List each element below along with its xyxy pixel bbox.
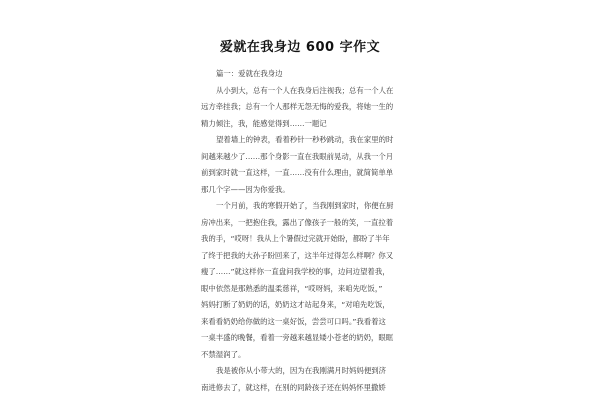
text-line: 精力倾注，我，能感觉得到……一题记 — [201, 118, 327, 128]
text-line: 望着墙上的钟表，看着秒针一秒秒跳动，我在家里的时 — [216, 135, 394, 144]
text-line: 瘦了……”就这样你一直盘问我学校的事，边问边望着我， — [201, 267, 390, 276]
text-line: 一桌丰盛的晚餐，看着一旁越来越显矮小苍老的奶奶，眼眶 — [201, 333, 394, 342]
text-line: 来看看奶奶给你做的这一桌好饭，尝尝可口吗。”我看着这 — [201, 316, 386, 326]
text-line: 我的手，“哎呀！我从上个暑假过完就开始盼，都盼了半年 — [201, 234, 390, 243]
text-line: 从小到大，总有一个人在我身后注视我；总有一个人在 — [216, 85, 394, 95]
document-body — [201, 66, 397, 396]
document-title: 爱就在我身边 600 字作文 — [219, 40, 381, 55]
text-line: 远方牵挂我；总有一个人那样无怨无悔的爱我，将她一生的 — [201, 102, 394, 111]
text-line: 了终于把我的大孙子盼回来了，这半年过得怎么样啊？你又 — [201, 250, 394, 260]
text-line: 眼中依然是那熟悉的温柔慈祥，“哎呀妈，来咱先吃饭，” — [201, 283, 383, 293]
text-line: 妈妈打断了奶奶的话，奶奶这才站起身来，“对咱先吃饭， — [201, 300, 390, 309]
text-line: 南进修去了，就这样，在别的同龄孩子还在妈妈怀里撒娇 — [201, 382, 386, 392]
text-line: 篇一：爱就在我身边 — [216, 69, 283, 78]
text-line: 房冲出来，一把抱住我，露出了像孩子一般的笑，一直拉着 — [201, 217, 394, 227]
text-line: 一个月前，我的寒假开始了，当我刚到家时，你便在厨 — [216, 201, 394, 210]
text-line: 那几个字——因为你爱我。 — [201, 184, 290, 194]
text-line: 不禁湿润了。 — [201, 349, 246, 359]
text-line: 前到家时就一直这样，一直……没有什么理由，就简简单单 — [201, 168, 394, 177]
text-line: 间越来越少了……那个身影一直在我眼前晃动，从我一个月 — [201, 151, 394, 161]
text-line: 我是被你从小带大的，因为在我刚满月时妈妈便到济 — [216, 366, 386, 375]
